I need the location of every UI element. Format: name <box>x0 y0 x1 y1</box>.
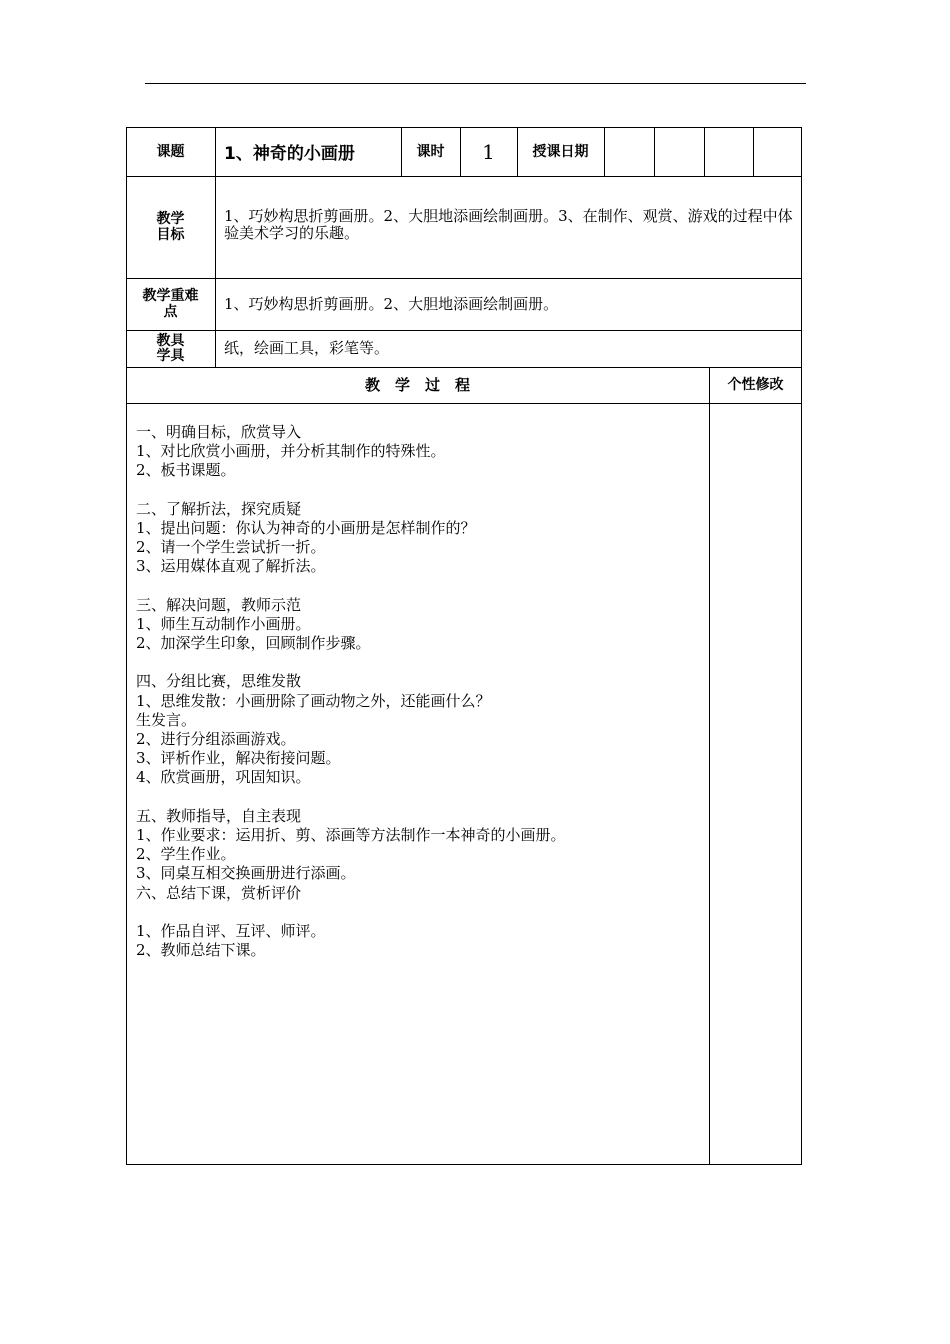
process-line: 1、师生互动制作小画册。 <box>136 614 311 633</box>
process-line: 三、解决问题，教师示范 <box>136 595 302 614</box>
process-line: 2、进行分组添画游戏。 <box>136 730 296 748</box>
date-cell[interactable] <box>604 127 654 176</box>
blank-line <box>136 653 706 672</box>
revision-heading: 个性修改 <box>727 377 784 393</box>
key-points-label-line1: 教学重难 <box>142 288 199 304</box>
date-label: 授课日期 <box>532 143 589 160</box>
date-cell[interactable] <box>704 127 753 176</box>
process-line: 1、思维发散：小画册除了画动物之外，还能画什么？ <box>136 691 491 710</box>
key-points-text: 1、巧妙构思折剪画册。2、大胆地添画绘制画册。 <box>224 294 559 313</box>
process-content <box>136 423 706 960</box>
process-line: 1、作业要求：运用折、剪、添画等方法制作一本神奇的小画册。 <box>136 825 566 844</box>
topic-label: 课题 <box>156 143 185 160</box>
row-divider <box>126 176 802 177</box>
hours-label: 课时 <box>416 143 445 160</box>
blank-line <box>136 903 706 922</box>
tools-label <box>126 330 215 367</box>
blank-line <box>136 577 706 596</box>
date-cell[interactable] <box>654 127 704 176</box>
process-line: 1、作品自评、互评、师评。 <box>136 921 326 940</box>
header-rule <box>145 83 806 84</box>
process-line: 2、请一个学生尝试折一折。 <box>136 538 326 557</box>
key-points-label <box>126 278 215 330</box>
revision-notes-area[interactable] <box>709 403 802 1165</box>
process-line: 3、同桌互相交换画册进行添画。 <box>136 864 356 883</box>
process-line: 2、学生作业。 <box>136 845 236 864</box>
tools-label-line2: 学具 <box>156 347 185 364</box>
column-divider <box>215 127 216 367</box>
process-line: 生发言。 <box>136 710 197 729</box>
blank-line <box>136 788 706 807</box>
process-line: 六、总结下课，赏析评价 <box>136 883 302 902</box>
objectives-label-line1: 教学 <box>156 211 185 227</box>
process-line: 3、运用媒体直观了解折法。 <box>136 557 326 576</box>
lesson-plan-table <box>126 127 802 1165</box>
process-line: 四、分组比赛，思维发散 <box>136 672 302 691</box>
key-points-label-line2: 点 <box>163 304 178 320</box>
tools-text: 纸，绘画工具，彩笔等。 <box>224 339 390 357</box>
process-line: 五、教师指导，自主表现 <box>136 806 302 825</box>
topic-value: 1、神奇的小画册 <box>224 144 355 164</box>
process-line: 3、评析作业，解决衔接问题。 <box>136 749 341 768</box>
process-line: 4、欣赏画册，巩固知识。 <box>136 768 311 787</box>
blank-line <box>136 481 706 500</box>
process-line: 2、板书课题。 <box>136 461 236 480</box>
objectives-label-line2: 目标 <box>156 227 185 243</box>
row-divider <box>126 403 802 404</box>
process-heading: 教 学 过 程 <box>364 376 470 394</box>
date-cell[interactable] <box>753 127 802 176</box>
hours-value: 1 <box>482 139 495 164</box>
objectives-label <box>126 176 215 278</box>
tools-label-line1: 教具 <box>156 332 185 349</box>
process-line: 二、了解折法，探究质疑 <box>136 499 302 518</box>
process-line: 1、提出问题：你认为神奇的小画册是怎样制作的？ <box>136 518 476 537</box>
process-line: 2、教师总结下课。 <box>136 941 266 960</box>
process-line: 一、明确目标，欣赏导入 <box>136 423 302 441</box>
objectives-text: 1、巧妙构思折剪画册。2、大胆地添画绘制画册。3、在制作、观赏、游戏的过程中体验美术学习的乐趣。 <box>224 207 793 242</box>
process-line: 1、对比欣赏小画册，并分析其制作的特殊性。 <box>136 442 446 461</box>
process-line: 2、加深学生印象，回顾制作步骤。 <box>136 634 371 653</box>
